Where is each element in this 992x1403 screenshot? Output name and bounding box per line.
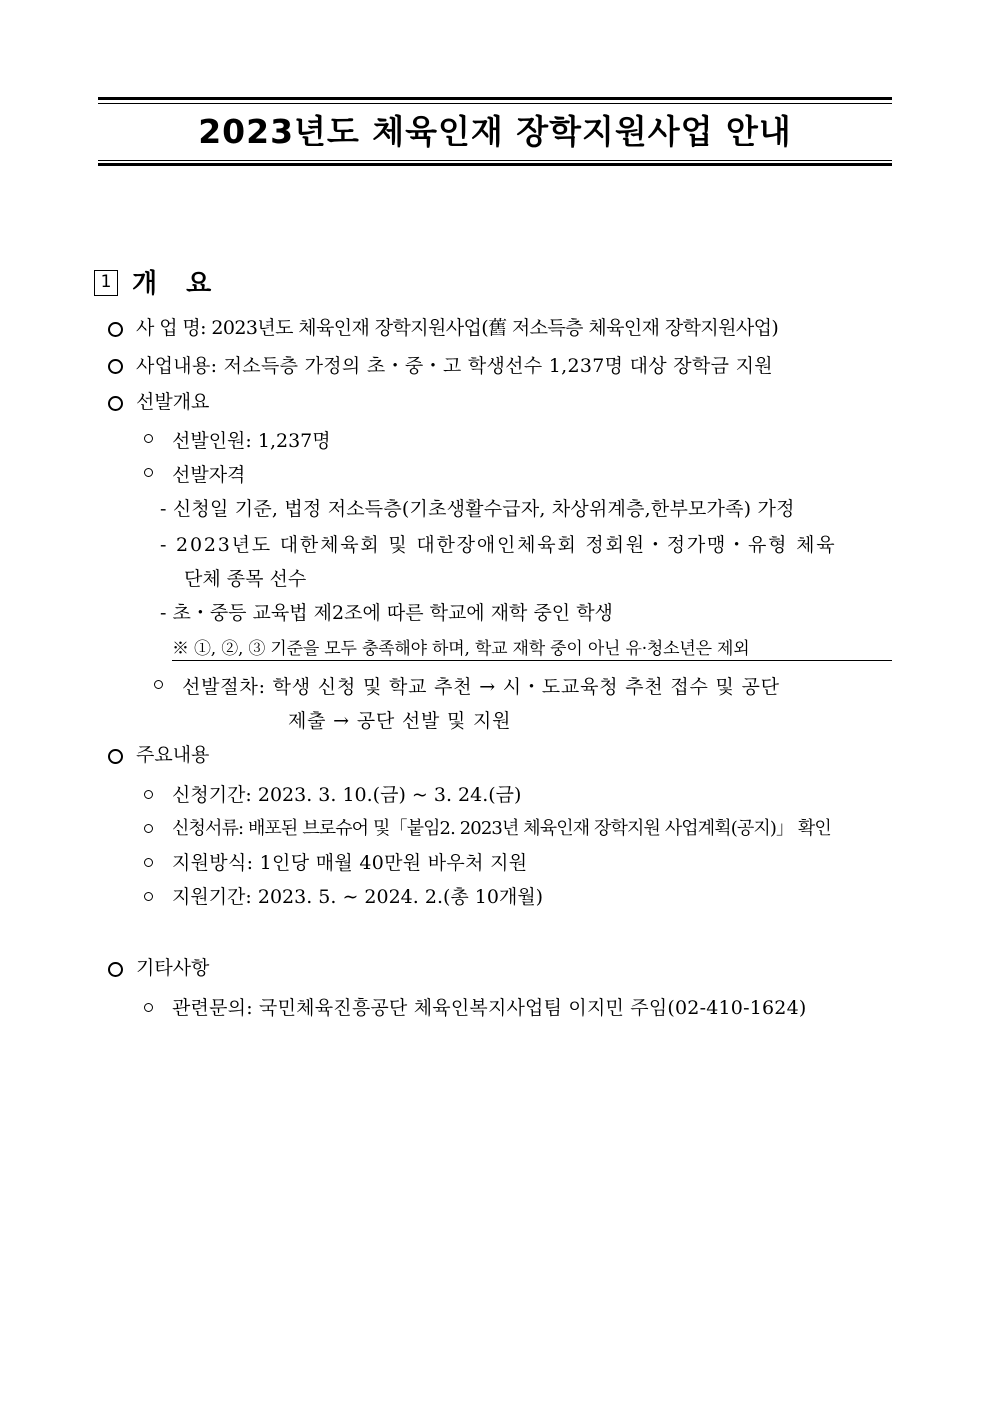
item-selection-overview: 선발개요: [136, 391, 210, 413]
note-underline: [172, 660, 892, 661]
item-business-name: 사 업 명: 2023년도 체육인재 장학지원사업(舊 저소득층 체육인재 장학지원사업): [136, 317, 779, 339]
small-circle-bullet-icon: [144, 1003, 153, 1012]
item-selection-procedure-line2: 제출 → 공단 선발 및 지원: [288, 710, 512, 732]
item-application-documents: 신청서류: 배포된 브로슈어 및「붙임2. 2023년 체육인재 장학지원 사업계획(공지)」 확인: [172, 818, 831, 839]
qualification-2-line2: 단체 종목 선수: [184, 568, 307, 590]
item-selection-procedure-line1: 선발절차: 학생 신청 및 학교 추천 → 시・도교육청 추천 접수 및 공단: [182, 676, 780, 698]
circle-bullet-icon: [108, 962, 123, 977]
page-title: 2023년도 체육인재 장학지원사업 안내: [198, 112, 792, 151]
qualification-2-line1: - 2023년도 대한체육회 및 대한장애인체육회 정회원・정가맹・유형 체육: [160, 534, 837, 556]
qualification-note: ※ ①, ②, ③ 기준을 모두 충족해야 하며, 학교 재학 중이 아닌 유·청소년은 제외: [172, 639, 750, 659]
title-bottom-rule-thick: [98, 163, 892, 166]
circle-bullet-icon: [108, 396, 123, 411]
small-circle-bullet-icon: [154, 680, 163, 689]
qualification-3: - 초・중등 교육법 제2조에 따른 학교에 재학 중인 학생: [160, 602, 613, 624]
small-circle-bullet-icon: [144, 858, 153, 867]
item-main-content: 주요내용: [136, 744, 210, 766]
title-bottom-rule-thin: [98, 160, 892, 161]
item-application-period: 신청기간: 2023. 3. 10.(금) ~ 3. 24.(금): [172, 784, 522, 806]
small-circle-bullet-icon: [144, 824, 153, 833]
item-selection-count: 선발인원: 1,237명: [172, 430, 331, 452]
section-title: 개 요: [132, 269, 222, 299]
item-etc: 기타사항: [136, 957, 210, 979]
small-circle-bullet-icon: [144, 434, 153, 443]
section-number-box: 1: [94, 270, 118, 296]
small-circle-bullet-icon: [144, 468, 153, 477]
circle-bullet-icon: [108, 749, 123, 764]
item-business-content: 사업내용: 저소득층 가정의 초・중・고 학생선수 1,237명 대상 장학금 지원: [136, 355, 773, 377]
circle-bullet-icon: [108, 322, 123, 337]
title-top-rule-thin: [98, 103, 892, 104]
circle-bullet-icon: [108, 359, 123, 374]
item-selection-qualification: 선발자격: [172, 464, 246, 486]
small-circle-bullet-icon: [144, 790, 153, 799]
small-circle-bullet-icon: [144, 892, 153, 901]
qualification-1: - 신청일 기준, 법정 저소득층(기초생활수급자, 차상위계층,한부모가족) 가정: [160, 498, 795, 520]
item-contact: 관련문의: 국민체육진흥공단 체육인복지사업팀 이지민 주임(02-410-1624): [172, 997, 807, 1019]
item-support-method: 지원방식: 1인당 매월 40만원 바우처 지원: [172, 852, 528, 874]
title-top-rule-thick: [98, 97, 892, 100]
item-support-duration: 지원기간: 2023. 5. ∼ 2024. 2.(총 10개월): [172, 886, 544, 908]
